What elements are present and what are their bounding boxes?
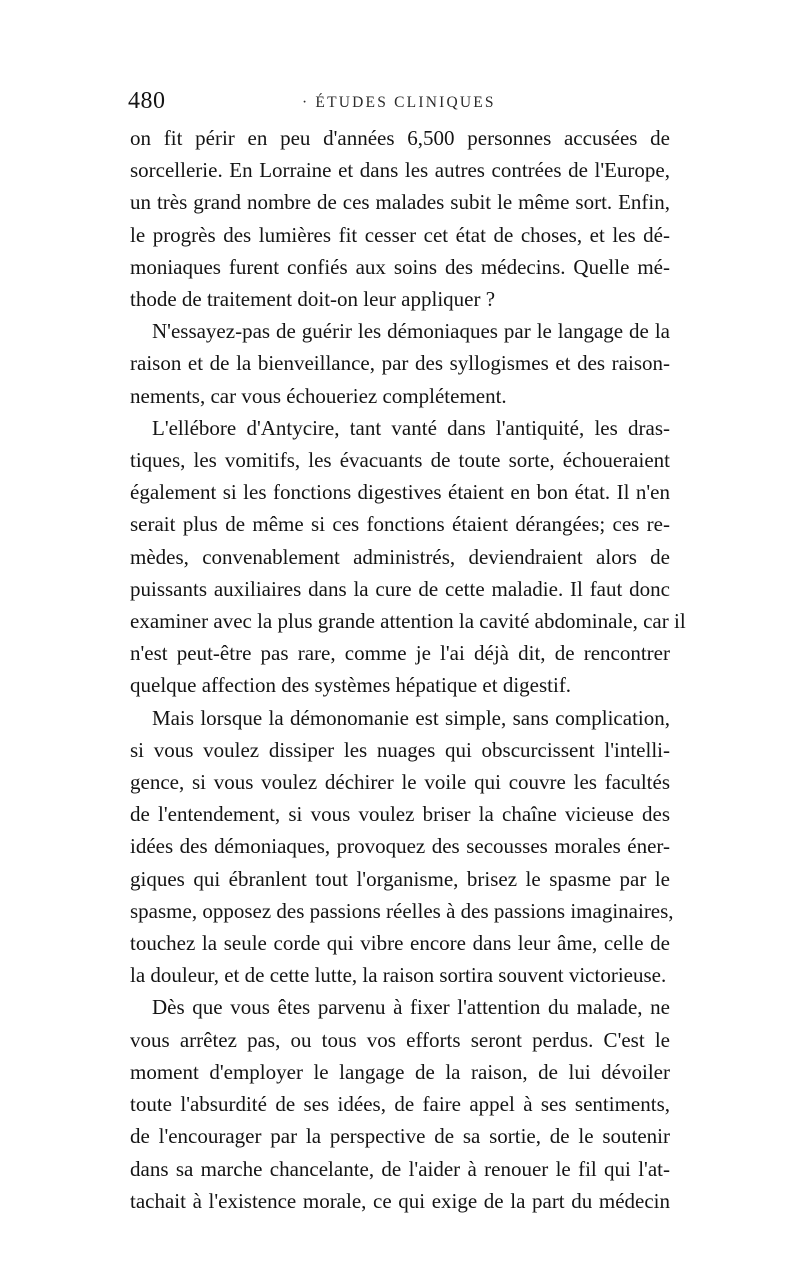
text-line: on fit périr en peu d'années 6,500 personnes accusées de [130, 126, 670, 150]
text-line: examiner avec la plus grande attention la cavité abdominale, car il [130, 609, 686, 634]
text-line: tiques, les vomitifs, les évacuants de toute sorte, échoueraient [130, 448, 670, 473]
page-header [130, 88, 670, 118]
running-head: · ÉTUDES CLINIQUES [302, 94, 496, 111]
text-line: vous arrêtez pas, ou tous vos efforts seront perdus. C'est le [130, 1027, 670, 1052]
text-line: sorcellerie. En Lorraine et dans les autres contrées de l'Europe, [130, 158, 670, 183]
text-line: tachait à l'existence morale, ce qui exige de la part du médecin [130, 1188, 670, 1213]
text-line: Mais lorsque la démonomanie est simple, sans complication, [152, 705, 670, 730]
text-line: dans sa marche chancelante, de l'aider à renouer le fil qui l'at- [130, 1156, 670, 1181]
text-line: si vous voulez dissiper les nuages qui obscurcissent l'intelli- [130, 737, 670, 762]
text-line: un très grand nombre de ces malades subit le même sort. Enfin, [130, 190, 670, 215]
text-line: L'ellébore d'Antycire, tant vanté dans l'antiquité, les dras- [152, 415, 670, 440]
text-line: quelque affection des systèmes hépatique et digestif. [130, 673, 572, 698]
text-line: gence, si vous voulez déchirer le voile qui couvre les facultés [130, 770, 670, 795]
text-line: moniaques furent confiés aux soins des médecins. Quelle mé- [130, 254, 670, 279]
text-line: la douleur, et de cette lutte, la raison sortira souvent victorieuse. [130, 963, 667, 988]
text-line: thode de traitement doit-on leur appliquer ? [130, 287, 496, 312]
text-line: spasme, opposez des passions réelles à des passions imaginaires, [130, 898, 674, 923]
body-text [130, 122, 686, 1217]
text-line: de l'encourager par la perspective de sa sortie, de le soutenir [130, 1124, 670, 1149]
text-line: le progrès des lumières fit cesser cet état de choses, et les dé- [130, 222, 670, 247]
text-line: giques qui ébranlent tout l'organisme, brisez le spasme par le [130, 866, 670, 891]
text-line: moment d'employer le langage de la raison, de lui dévoiler [130, 1059, 670, 1084]
text-line: puissants auxiliaires dans la cure de cette maladie. Il faut donc [130, 576, 670, 601]
paragraph [130, 122, 670, 315]
book-page [128, 88, 686, 1217]
text-line: touchez la seule corde qui vibre encore dans leur âme, celle de [130, 931, 670, 956]
text-line: également si les fonctions digestives étaient en bon état. Il n'en [130, 480, 670, 505]
text-line: n'est peut-être pas rare, comme je l'ai déjà dit, de rencontrer [130, 641, 670, 666]
paragraph [130, 991, 670, 1216]
text-line: Dès que vous êtes parvenu à fixer l'attention du malade, ne [152, 995, 670, 1020]
text-line: nements, car vous échoueriez complétement. [130, 383, 507, 408]
paragraph [130, 702, 674, 992]
paragraph [130, 412, 686, 702]
text-line: mèdes, convenablement administrés, deviendraient alors de [130, 544, 670, 569]
text-line: serait plus de même si ces fonctions étaient dérangées; ces re- [130, 512, 670, 537]
text-line: de l'entendement, si vous voulez briser la chaîne vicieuse des [130, 802, 670, 827]
paragraph [130, 315, 670, 412]
text-line: N'essayez-pas de guérir les démoniaques par le langage de la [152, 319, 670, 344]
text-line: raison et de la bienveillance, par des syllogismes et des raison- [130, 351, 670, 376]
text-line: idées des démoniaques, provoquez des secousses morales éner- [130, 834, 670, 859]
page-number: 480 [128, 88, 166, 114]
text-line: toute l'absurdité de ses idées, de faire appel à ses sentiments, [130, 1092, 670, 1117]
